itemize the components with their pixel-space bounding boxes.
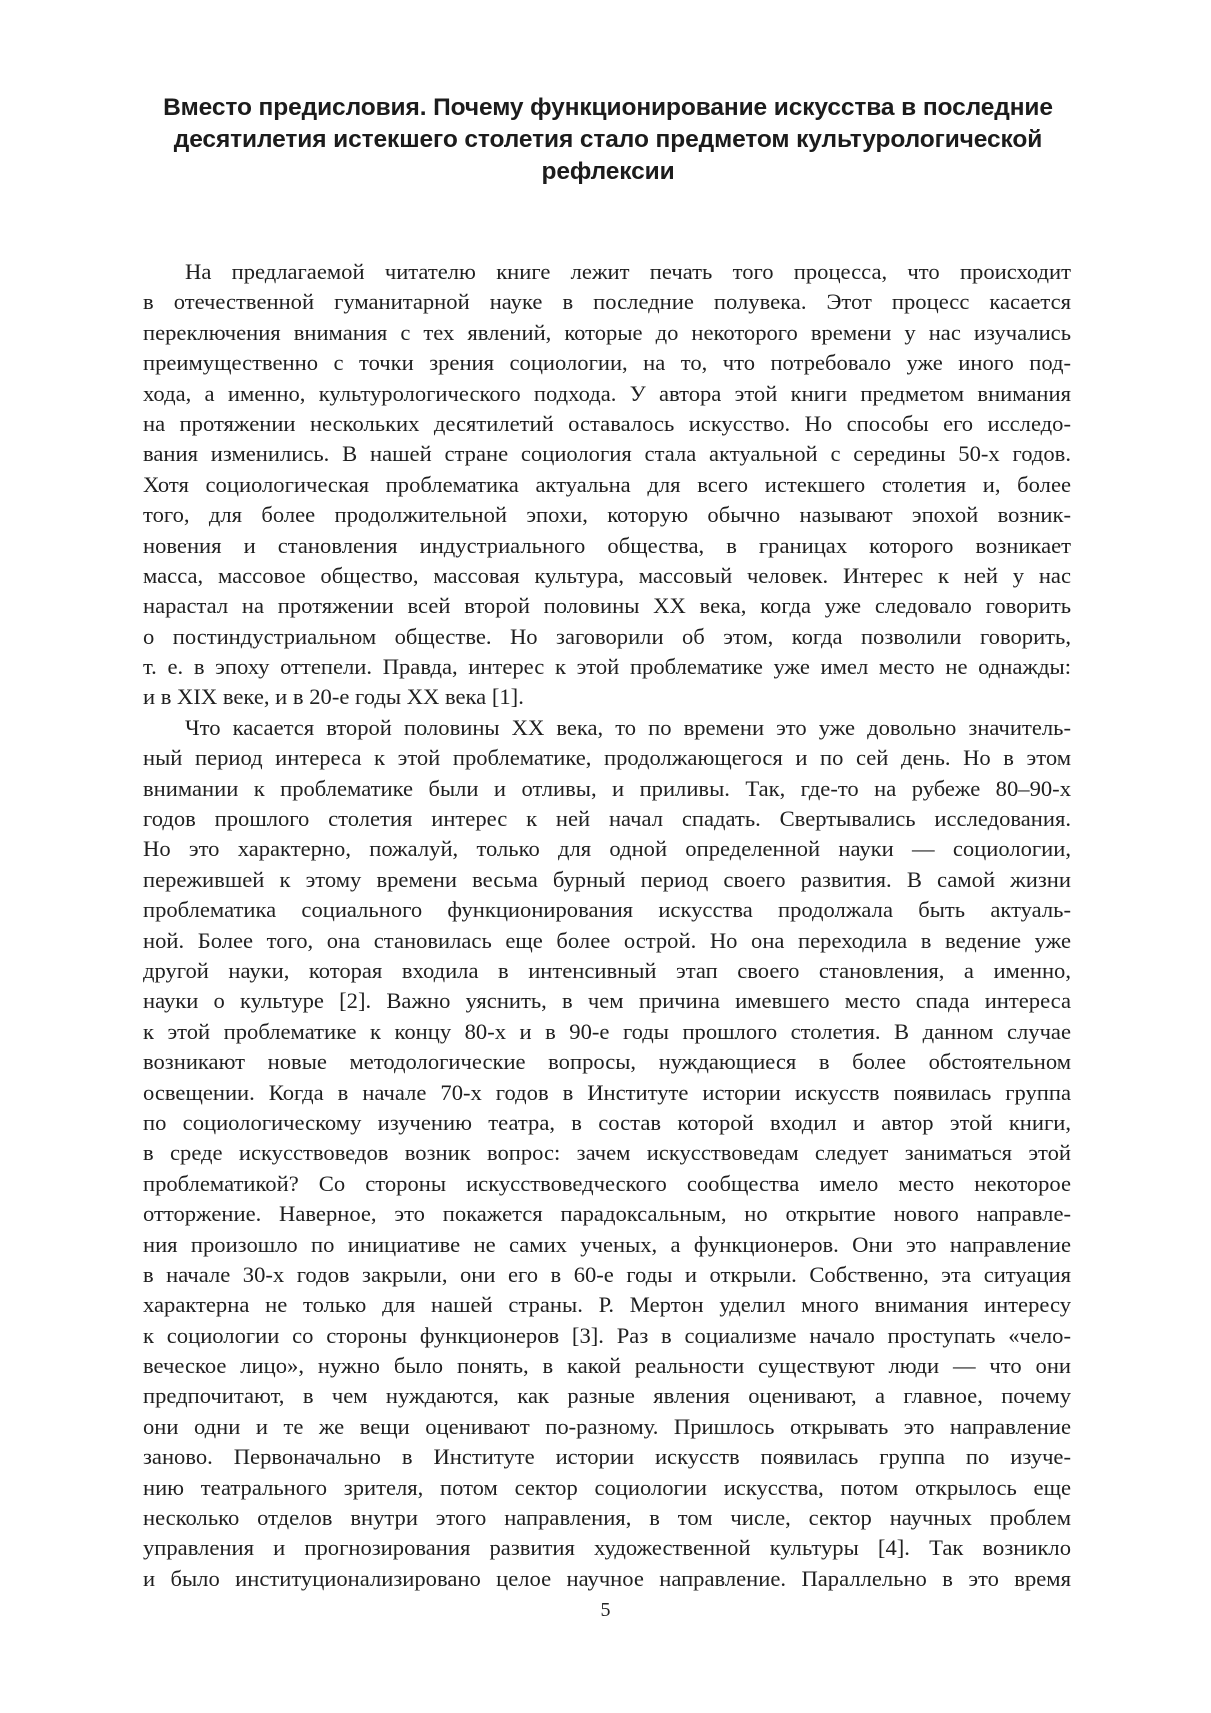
text-line: в среде искусствоведов возник вопрос: зачем искусствоведам следует заниматься этой <box>143 1140 1071 1166</box>
text-line: проблематикой? Со стороны искусствоведческого сообщества имело место некоторое <box>143 1170 1071 1196</box>
text-line: того, для более продолжительной эпохи, которую обычно называют эпохой возник- <box>143 502 1071 528</box>
text-line: На предлагаемой читателю книге лежит печать того процесса, что происходит <box>185 259 1071 284</box>
text-line: характерна не только для нашей страны. Р. Мертон уделил много внимания интересу <box>143 1292 1071 1318</box>
text-line: Что касается второй половины XX века, то по времени это уже довольно значитель- <box>185 714 1071 740</box>
text-line: новения и становления индустриального общества, в границах которого возникает <box>143 532 1071 558</box>
text-line: ния произошло по инициативе не самих ученых, а функционеров. Они это направление <box>143 1231 1071 1257</box>
chapter-title-line: Вместо предисловия. Почему функционирование искусства в последние <box>163 94 1053 121</box>
text-line: освещении. Когда в начале 70-х годов в Институте истории искусств появилась группа <box>143 1079 1071 1105</box>
text-line: нарастал на протяжении всей второй половины XX века, когда уже следовало говорить <box>143 593 1071 619</box>
text-line: внимании к проблематике были и отливы, и приливы. Так, где-то на рубеже 80–90-х <box>143 775 1071 801</box>
chapter-title-line: рефлексии <box>541 158 675 185</box>
text-line: переключения внимания с тех явлений, которые до некоторого времени у нас изучались <box>143 319 1071 345</box>
text-line: они одни и те же вещи оценивают по-разному. Пришлось открывать это направление <box>143 1413 1071 1439</box>
text-line: нию театрального зрителя, потом сектор социологии искусства, потом открылось еще <box>143 1474 1071 1500</box>
text-line: вания изменились. В нашей стране социология стала актуальной с середины 50-х годов. <box>143 441 1071 467</box>
text-line: о постиндустриальном обществе. Но заговорили об этом, когда позволили говорить, <box>143 623 1071 649</box>
chapter-title-line: десятилетия истекшего столетия стало предметом культурологической <box>173 126 1043 153</box>
text-line: предпочитают, в чем нуждаются, как разные явления оценивают, а главное, почему <box>143 1383 1071 1409</box>
text-line: другой науки, которая входила в интенсивный этап своего становления, а именно, <box>143 957 1071 983</box>
page-number: 5 <box>600 1599 611 1621</box>
body-text <box>143 257 1071 1594</box>
text-line: Но это характерно, пожалуй, только для одной определенной науки — социологии, <box>143 836 1071 862</box>
text-line: ной. Более того, она становилась еще более острой. Но она переходила в ведение уже <box>143 927 1071 953</box>
text-line: на протяжении нескольких десятилетий оставалось искусство. Но способы его исследо- <box>143 410 1071 436</box>
text-line: годов прошлого столетия интерес к ней начал спадать. Свертывались исследования. <box>143 806 1071 832</box>
text-line: т. е. в эпоху оттепели. Правда, интерес к этой проблематике уже имел место не однажды: <box>143 654 1071 680</box>
text-line: отторжение. Наверное, это покажется парадоксальным, но открытие нового направле- <box>143 1201 1071 1227</box>
chapter-title <box>140 92 1076 188</box>
text-line: хода, а именно, культурологического подхода. У автора этой книги предметом внимания <box>143 380 1071 406</box>
text-line: в начале 30-х годов закрыли, они его в 60-е годы и открыли. Собственно, эта ситуация <box>143 1261 1071 1287</box>
paragraph <box>143 257 1071 713</box>
text-line: по социологическому изучению театра, в состав которой входил и автор этой книги, <box>143 1109 1071 1135</box>
text-line: в отечественной гуманитарной науке в последние полувека. Этот процесс касается <box>143 289 1071 315</box>
text-line: проблематика социального функционирования искусства продолжала быть актуаль- <box>143 897 1071 923</box>
text-line: заново. Первоначально в Институте истории искусств появилась группа по изуче- <box>143 1444 1071 1470</box>
text-line: и было институционализировано целое научное направление. Параллельно в это время <box>143 1565 1071 1591</box>
paragraph <box>143 713 1071 1594</box>
text-line: преимущественно с точки зрения социологии, на то, что потребовало уже иного под- <box>143 350 1071 376</box>
text-line: Хотя социологическая проблематика актуальна для всего истекшего столетия и, более <box>143 471 1071 497</box>
text-line: к социологии со стороны функционеров [3]. Раз в социализме начало проступать «чело- <box>143 1322 1071 1348</box>
text-line: науки о культуре [2]. Важно уяснить, в чем причина имевшего место спада интереса <box>143 988 1071 1014</box>
text-line: возникают новые методологические вопросы, нуждающиеся в более обстоятельном <box>143 1049 1071 1075</box>
text-line: и в XIX веке, и в 20-е годы XX века [1]. <box>143 684 524 710</box>
text-line: веческое лицо», нужно было понять, в какой реальности существуют люди — что они <box>143 1353 1071 1379</box>
text-line: ный период интереса к этой проблематике, продолжающегося и по сей день. Но в этом <box>143 745 1071 771</box>
text-line: масса, массовое общество, массовая культура, массовый человек. Интерес к ней у нас <box>143 562 1071 588</box>
text-line: несколько отделов внутри этого направления, в том числе, сектор научных проблем <box>143 1505 1071 1531</box>
text-line: к этой проблематике к концу 80-х и в 90-е годы прошлого столетия. В данном случае <box>143 1018 1071 1044</box>
text-line: управления и прогнозирования развития художественной культуры [4]. Так возникло <box>143 1535 1071 1561</box>
text-line: пережившей к этому времени весьма бурный период своего развития. В самой жизни <box>143 866 1071 892</box>
